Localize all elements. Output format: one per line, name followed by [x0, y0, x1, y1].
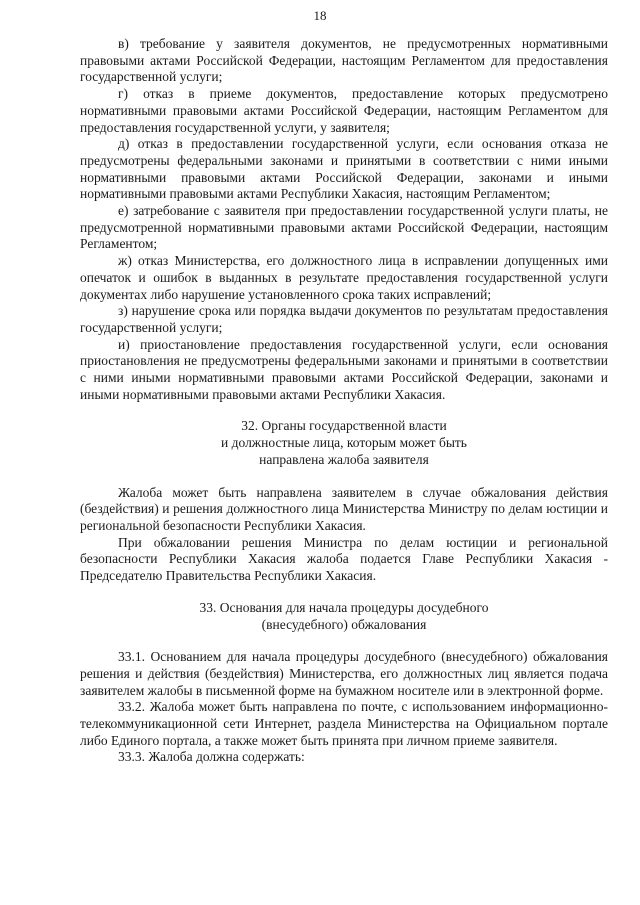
section-heading-line: и должностные лица, которым может быть — [221, 435, 467, 451]
list-item-e: е) затребование с заявителя при предоставлении государственной услуги платы, не предусмотренной нормативными правовыми актами Российской Федерации, настоящим Регламентом; — [80, 203, 608, 252]
section-heading-line: 33. Основания для начала процедуры досудебного — [199, 599, 489, 615]
list-item-d: д) отказ в предоставлении государственной услуги, если основания отказа не предусмотрены федеральными законами и принятыми в соответствии с ними иными нормативными правовыми актами Российской Федерации, законами и иными нормативными правовыми актами Республики Хакасия, настоящим Регламентом; — [80, 136, 608, 202]
list-item-i: и) приостановление предоставления государственной услуги, если основания приостановления не предусмотрены федеральными законами и принятыми в соответствии с ними иными нормативными правовыми актами Российской Федерации, законами и иными нормативными правовыми актами Республики Хакасия. — [80, 336, 608, 402]
list-item-zh: ж) отказ Министерства, его должностного лица в исправлении допущенных ими опечаток и ошибок в выданных в результате предоставления государственной услуги документах либо нарушение установленного срока таких исправлений; — [80, 253, 608, 302]
section-heading-line: (внесудебного) обжалования — [261, 616, 427, 632]
section-33-3-paragraph: 33.3. Жалоба должна содержать: — [118, 749, 305, 765]
document-body — [80, 36, 608, 766]
list-item-g: г) отказ в приеме документов, предоставление которых предусмотрено нормативными правовыми актами Российской Федерации, настоящим Регламентом для предоставления государственной услуги, у заявителя; — [80, 86, 608, 135]
page-number: 18 — [313, 8, 327, 23]
list-item-z: з) нарушение срока или порядка выдачи документов по результатам предоставления государственной услуги; — [80, 303, 608, 335]
section-32-heading — [80, 418, 608, 468]
section-32-paragraph: При обжаловании решения Министра по делам юстиции и региональной безопасности Республики Хакасия жалоба подается Главе Республики Хакасия - Председателю Правительства Республики Хакасия. — [80, 534, 608, 584]
list-item-v: в) требование у заявителя документов, не предусмотренных нормативными правовыми актами Российской Федерации, настоящим Регламентом для предоставления государственной услуги; — [80, 36, 608, 85]
section-heading-line: направлена жалоба заявителя — [259, 451, 429, 467]
section-32-paragraph: Жалоба может быть направлена заявителем в случае обжалования действия (бездействия) и решения должностного лица Министерства Министру по делам юстиции и региональной безопасности Республики Хакасия. — [80, 484, 608, 533]
section-33-2-paragraph: 33.2. Жалоба может быть направлена по почте, с использованием информационно-телекоммуникационной сети Интернет, раздела Министерства на Официальном портале либо Единого портала, а также может быть принята при личном приеме заявителя. — [80, 699, 608, 748]
section-33-1-paragraph: 33.1. Основанием для начала процедуры досудебного (внесудебного) обжалования решения и действия (бездействия) Министерства, его должностных лиц является подача заявителем жалобы в письменной форме на бумажном носителе или в электронной форме. — [80, 649, 608, 698]
section-heading-line: 32. Органы государственной власти — [241, 418, 447, 434]
section-33-heading — [80, 600, 608, 633]
